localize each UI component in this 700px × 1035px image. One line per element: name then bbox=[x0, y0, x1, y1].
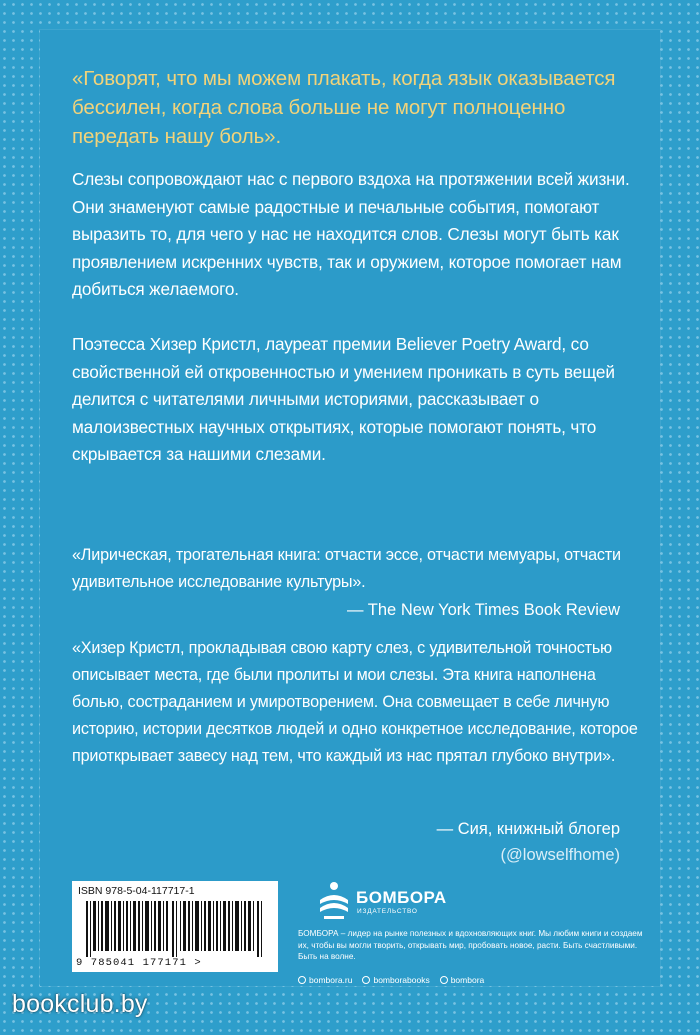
isbn-barcode bbox=[72, 881, 278, 972]
publisher-sub: ИЗДАТЕЛЬСТВО bbox=[357, 908, 418, 915]
isbn-label: ISBN 978-5-04-117717-1 bbox=[78, 885, 195, 897]
social-books[interactable] bbox=[362, 975, 429, 985]
social-site-label: bombora.ru bbox=[309, 975, 353, 985]
publisher-tagline: БОМБОРА – лидер на рынке полезных и вдохновляющих книг. Мы любим книги и создаем их, чтобы вы могли творить, открывать мир, пробовать новое, расти. Быть счастливыми. Быть на волне. bbox=[298, 929, 643, 961]
publisher-wave-icon bbox=[316, 880, 352, 920]
social-vk-label: bombora bbox=[450, 975, 485, 985]
social-network-icon bbox=[362, 976, 370, 984]
review-handle: (@lowselfhome) bbox=[500, 846, 620, 864]
publisher-name: БОМБОРА bbox=[356, 888, 447, 907]
social-books-label: bomborabooks bbox=[373, 975, 430, 985]
review-quote-2: «Хизер Кристл, прокладывая свою карту слез, с удивительной точностью описывает места, где были пролиты и мои слезы. Эта книга наполнена болью, состраданием и умиротворением. Она совмещает в себе личную историю, истории десятков людей и одно конкретное исследование, которое приоткрывает завесу над тем, что каждый из нас прятал глубоко внутри». bbox=[72, 639, 638, 765]
globe-icon bbox=[298, 976, 306, 984]
text-panel bbox=[40, 30, 660, 986]
description-paragraph-1: Слезы сопровождают нас с первого вздоха на протяжении всей жизни. Они знаменуют самые радостные и печальные события, помогают выразить то, для чего у нас не находится слов. Слезы могут быть как проявлением искренних чувств, так и оружием, которое помогает нам добиться желаемого. bbox=[72, 169, 630, 299]
review-attribution-2: — Сия, книжный блогер bbox=[436, 820, 620, 838]
vk-icon bbox=[440, 976, 448, 984]
social-vk[interactable] bbox=[440, 975, 485, 985]
barcode-digits: 9 785041 177171 > bbox=[76, 957, 202, 969]
publisher-socials bbox=[298, 975, 484, 985]
review-quote-1: «Лирическая, трогательная книга: отчасти эссе, отчасти мемуары, отчасти удивительное исследование культуры». bbox=[72, 546, 621, 591]
barcode-bars-icon bbox=[86, 901, 266, 957]
watermark: bookclub.by bbox=[12, 990, 148, 1018]
review-attribution-1: — The New York Times Book Review bbox=[347, 601, 620, 619]
epigraph-quote: «Говорят, что мы можем плакать, когда язык оказывается бессилен, когда слова больше не могут полноценно передать нашу боль». bbox=[72, 67, 616, 148]
description-paragraph-2: Поэтесса Хизер Кристл, лауреат премии Believer Poetry Award, со свойственной ей откровенностью и умением проникать в суть вещей делится с читателями личными историями, рассказывает о малоизвестных научных открытиях, которые помогают понять, что скрывается за нашими слезами. bbox=[72, 334, 615, 464]
social-site[interactable] bbox=[298, 975, 352, 985]
